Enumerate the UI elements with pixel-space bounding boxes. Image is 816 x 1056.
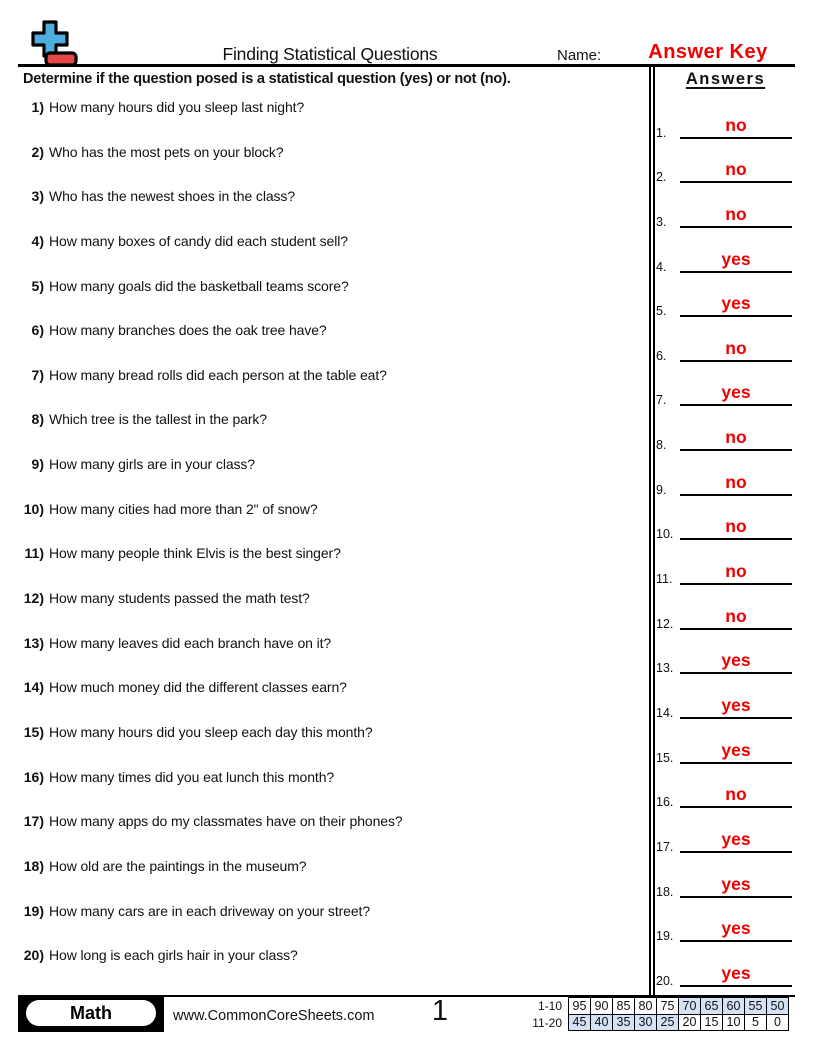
answer-blank-line [680, 628, 792, 630]
question-text: How many leaves did each branch have on it? [49, 634, 332, 651]
question-text: How many boxes of candy did each student sell? [49, 232, 348, 249]
score-table-row [569, 998, 789, 1015]
score-cell: 50 [767, 998, 789, 1015]
question-number: 17) [23, 813, 44, 830]
instruction-text: Determine if the question posed is a statistical question (yes) or not (no). [23, 71, 511, 87]
question-number: 16) [23, 768, 44, 785]
answer-blank-line [680, 538, 792, 540]
score-cell: 25 [657, 1014, 679, 1031]
answer-row [655, 858, 795, 903]
score-cell: 90 [591, 998, 613, 1015]
question-row [18, 679, 638, 724]
score-cell: 55 [745, 998, 767, 1015]
score-cell: 30 [635, 1014, 657, 1031]
question-row [18, 233, 638, 278]
answer-value: yes [721, 293, 751, 314]
answer-number: 9. [656, 482, 667, 497]
question-text: How many cars are in each driveway on your street? [49, 902, 371, 919]
answer-value: yes [721, 248, 751, 269]
answer-number: 14. [656, 705, 674, 720]
answer-blank-line [680, 181, 792, 183]
answer-value: yes [721, 918, 751, 939]
question-text: How many cities had more than 2" of snow? [49, 500, 318, 517]
score-range-label-11-20: 11-20 [532, 1016, 562, 1030]
answer-row [655, 590, 795, 635]
answer-blank-line [680, 717, 792, 719]
answer-blank-line [680, 851, 792, 853]
question-text: How many goals did the basketball teams score? [49, 277, 349, 294]
question-number: 8) [31, 411, 44, 428]
answer-number: 3. [656, 214, 667, 229]
score-cell: 95 [569, 998, 591, 1015]
question-text: How many girls are in your class? [49, 456, 255, 473]
answer-blank-line [680, 583, 792, 585]
answer-row [655, 947, 795, 992]
answer-row [655, 456, 795, 501]
answer-row [655, 635, 795, 680]
question-row [18, 947, 638, 992]
question-row [18, 322, 638, 367]
answer-row [655, 144, 795, 189]
question-text: How many hours did you sleep last night? [49, 99, 305, 115]
question-number: 7) [31, 366, 44, 383]
answer-value: yes [721, 962, 751, 983]
question-number: 4) [31, 232, 44, 249]
question-number: 9) [31, 456, 44, 473]
question-row [18, 99, 638, 144]
score-cell: 45 [569, 1014, 591, 1031]
answer-blank-line [680, 762, 792, 764]
answer-row [655, 367, 795, 412]
question-text: Which tree is the tallest in the park? [49, 411, 267, 428]
question-row [18, 367, 638, 412]
commoncoresheets-logo-icon [28, 20, 80, 68]
score-table-row [569, 1014, 789, 1031]
question-row [18, 278, 638, 323]
question-row [18, 144, 638, 189]
answer-value: no [725, 605, 747, 626]
question-row [18, 858, 638, 903]
answer-row [655, 322, 795, 367]
answers-heading: Answers [685, 70, 766, 88]
question-row [18, 903, 638, 948]
question-row [18, 411, 638, 456]
answer-blank-line [680, 940, 792, 942]
question-row [18, 635, 638, 680]
answer-blank-line [680, 806, 792, 808]
question-row [18, 769, 638, 814]
question-number: 15) [23, 723, 44, 740]
answer-row [655, 99, 795, 144]
answer-value: no [725, 516, 747, 537]
answer-value: no [725, 427, 747, 448]
answer-value: yes [721, 739, 751, 760]
answer-number: 16. [656, 795, 674, 810]
answer-number: 19. [656, 929, 674, 944]
name-label: Name: [557, 47, 602, 64]
question-text: How long is each girls hair in your class? [49, 947, 298, 964]
question-row [18, 456, 638, 501]
answer-number: 1. [656, 125, 667, 140]
answer-number: 13. [656, 661, 674, 676]
question-number: 18) [23, 857, 44, 874]
answer-number: 6. [656, 348, 667, 363]
answer-row [655, 501, 795, 546]
answer-blank-line [680, 672, 792, 674]
answer-value: no [725, 337, 747, 358]
score-cell: 40 [591, 1014, 613, 1031]
answer-value: yes [721, 650, 751, 671]
question-number: 3) [31, 188, 44, 205]
answer-blank-line [680, 494, 792, 496]
answer-blank-line [680, 315, 792, 317]
question-text: Who has the newest shoes in the class? [49, 188, 296, 205]
score-cell: 85 [613, 998, 635, 1015]
question-text: How much money did the different classes earn? [49, 679, 347, 696]
answer-blank-line [680, 449, 792, 451]
question-number: 2) [31, 143, 44, 160]
answer-value: no [725, 203, 747, 224]
answer-blank-line [680, 137, 792, 139]
answer-blank-line [680, 271, 792, 273]
question-text: How many students passed the math test? [49, 590, 310, 607]
answer-blank-line [680, 896, 792, 898]
question-number: 19) [23, 902, 44, 919]
answer-number: 15. [656, 750, 674, 765]
question-text: How many people think Elvis is the best singer? [49, 545, 341, 562]
question-number: 10) [23, 500, 44, 517]
question-text: How many apps do my classmates have on their phones? [49, 813, 403, 830]
answer-row [655, 545, 795, 590]
page-title: Finding Statistical Questions [222, 44, 438, 64]
answer-value: yes [721, 694, 751, 715]
answer-row [655, 724, 795, 769]
answer-blank-line [680, 404, 792, 406]
question-text: How old are the paintings in the museum? [49, 857, 307, 874]
question-row [18, 501, 638, 546]
question-number: 11) [24, 545, 44, 562]
answer-row [655, 903, 795, 948]
score-cell: 5 [745, 1014, 767, 1031]
answer-row [655, 769, 795, 814]
question-row [18, 813, 638, 858]
question-number: 1) [31, 99, 44, 115]
answer-number: 20. [656, 973, 674, 988]
plus-icon [33, 22, 67, 56]
answers-list [655, 99, 795, 992]
answer-row [655, 278, 795, 323]
question-number: 6) [31, 322, 44, 339]
question-text: How many bread rolls did each person at the table eat? [49, 366, 387, 383]
answer-value: yes [721, 828, 751, 849]
answer-row [655, 233, 795, 278]
answer-number: 2. [656, 170, 667, 185]
question-text: How many times did you eat lunch this month? [49, 768, 335, 785]
question-text: How many branches does the oak tree have? [49, 322, 327, 339]
page-number: 1 [431, 995, 449, 1027]
score-cell: 0 [767, 1014, 789, 1031]
question-number: 5) [31, 277, 44, 294]
question-row [18, 590, 638, 635]
grading-score-table [568, 997, 789, 1031]
answer-value: no [725, 784, 747, 805]
answer-row [655, 188, 795, 233]
question-number: 20) [23, 947, 44, 964]
score-cell: 75 [657, 998, 679, 1015]
score-range-label-1-10: 1-10 [537, 999, 562, 1013]
answer-blank-line [680, 985, 792, 987]
answer-key-label: Answer Key [648, 41, 768, 63]
questions-list [18, 99, 638, 992]
answer-row [655, 679, 795, 724]
answer-number: 7. [656, 393, 667, 408]
answer-row [655, 411, 795, 456]
answer-value: yes [721, 873, 751, 894]
score-cell: 70 [679, 998, 701, 1015]
score-cell: 15 [701, 1014, 723, 1031]
answer-blank-line [680, 226, 792, 228]
question-number: 12) [23, 590, 44, 607]
answer-row [655, 813, 795, 858]
score-cell: 35 [613, 1014, 635, 1031]
answer-number: 17. [656, 839, 674, 854]
answer-value: no [725, 159, 747, 180]
header-divider [18, 64, 795, 67]
answer-number: 5. [656, 304, 667, 319]
subject-label: Math [26, 1000, 156, 1026]
answer-number: 4. [656, 259, 667, 274]
answer-number: 11. [656, 572, 673, 587]
question-number: 14) [23, 679, 44, 696]
score-cell: 20 [679, 1014, 701, 1031]
question-row [18, 724, 638, 769]
answer-blank-line [680, 360, 792, 362]
answer-value: no [725, 114, 747, 135]
answer-value: no [725, 471, 747, 492]
score-cell: 80 [635, 998, 657, 1015]
question-row [18, 545, 638, 590]
subject-badge [18, 995, 164, 1032]
score-cell: 10 [723, 1014, 745, 1031]
question-text: Who has the most pets on your block? [49, 143, 284, 160]
answer-number: 8. [656, 438, 667, 453]
score-cell: 65 [701, 998, 723, 1015]
score-cell: 60 [723, 998, 745, 1015]
answer-number: 18. [656, 884, 674, 899]
answer-number: 12. [656, 616, 674, 631]
answer-value: yes [721, 382, 751, 403]
question-text: How many hours did you sleep each day this month? [49, 723, 373, 740]
website-url: www.CommonCoreSheets.com [173, 1008, 375, 1024]
question-row [18, 188, 638, 233]
answer-number: 10. [656, 527, 674, 542]
question-number: 13) [23, 634, 44, 651]
answer-value: no [725, 561, 747, 582]
